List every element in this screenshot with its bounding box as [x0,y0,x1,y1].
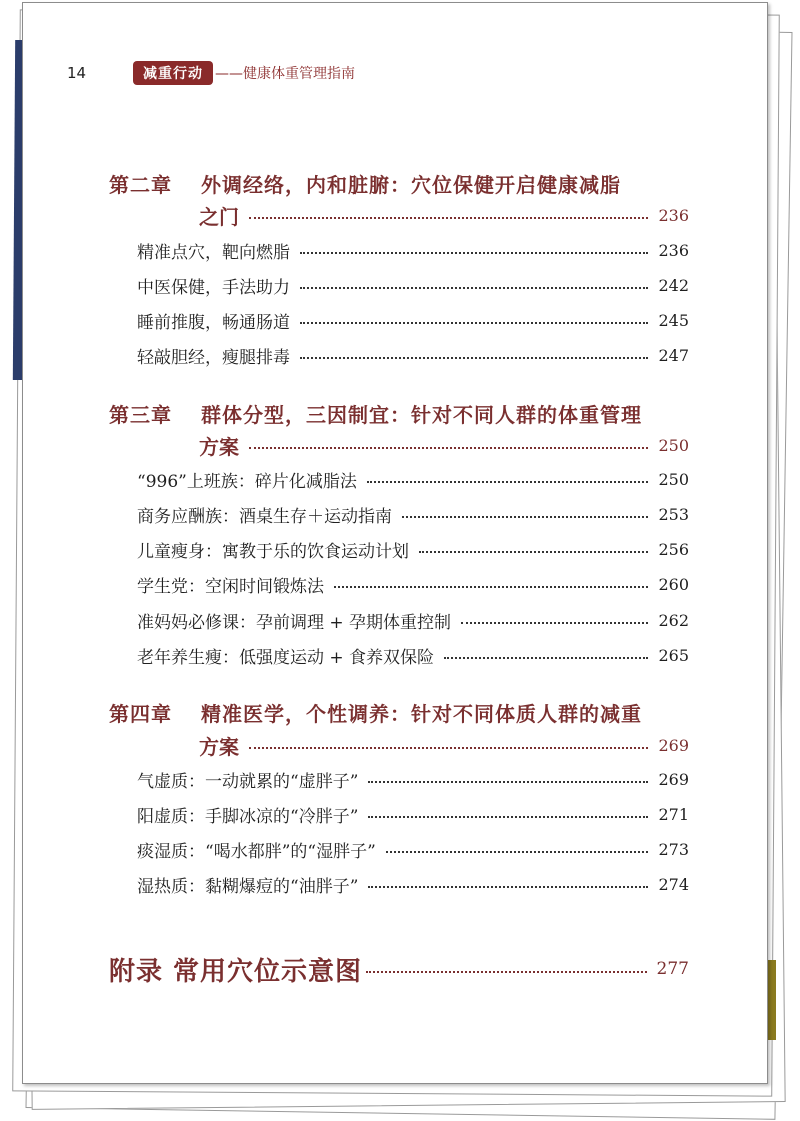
chapter-title[interactable] [109,399,689,428]
toc-entry-page: 242 [658,275,689,295]
chapter-title[interactable] [109,169,689,198]
toc-entry-page: 245 [658,310,689,330]
dot-leader [366,971,646,973]
book-title-badge: 减重行动 [133,61,213,85]
toc-entry-page: 260 [658,574,689,594]
chapter-label: 第三章 [109,403,172,427]
appendix-title: 附录 常用穴位示意图 [109,956,363,987]
toc-entry[interactable] [137,307,689,333]
toc-entry-page: 253 [658,504,689,524]
toc-entry-text: 学生党：空闲时间锻炼法 [137,576,324,597]
chapter-title-text: 之门 [199,204,239,229]
chapter-page: 269 [658,735,689,755]
dot-leader [368,816,648,818]
chapter-label: 第四章 [109,702,172,726]
chapter-title-text: 精准医学，个性调养：针对不同体质人群的减重 [201,702,642,726]
toc-entry[interactable] [137,342,689,368]
chapter-title-continued[interactable] [199,731,689,759]
dot-leader [249,447,648,449]
dot-leader [368,886,648,888]
dot-leader [249,747,648,749]
toc-entry[interactable] [137,801,689,827]
dot-leader [402,516,648,518]
toc-entry[interactable] [137,766,689,792]
dot-leader [461,622,648,624]
toc-entry[interactable] [137,501,689,527]
dot-leader [249,217,648,219]
toc-entry-text: 气虚质：一动就累的“虚胖子” [137,771,359,792]
dot-leader [300,357,648,359]
toc-entry-page: 250 [658,469,689,489]
book-subtitle: ——健康体重管理指南 [215,66,355,82]
toc-entry-text: 睡前推腹，畅通肠道 [137,312,290,333]
toc-entry-text: 中医保健，手法助力 [137,277,290,298]
toc-entry-page: 274 [658,874,689,894]
appendix-entry[interactable] [109,951,689,987]
toc-entry-page: 273 [658,839,689,859]
dot-leader [300,287,648,289]
dot-leader [367,481,649,483]
toc-entry-page: 271 [658,804,689,824]
toc-entry-text: 儿童瘦身：寓教于乐的饮食运动计划 [137,541,409,562]
toc-entry[interactable] [137,642,689,668]
chapter-title-text: 方案 [199,434,239,459]
toc-entry-text: “996”上班族：碎片化减脂法 [137,471,357,492]
chapter-label: 第二章 [109,173,172,197]
dot-leader [444,657,648,659]
toc-entry-page: 265 [658,645,689,665]
toc-entry-text: 湿热质：黏糊爆痘的“油胖子” [137,876,359,897]
toc-entry-page: 247 [658,345,689,365]
toc-entry-text: 准妈妈必修课：孕前调理 + 孕期体重控制 [137,612,452,633]
toc-entry-text: 轻敲胆经，瘦腿排毒 [137,347,290,368]
toc-entry-text: 痰湿质：“喝水都胖”的“湿胖子” [137,841,376,862]
dot-leader [368,781,648,783]
toc-entry[interactable] [137,536,689,562]
toc-entry-page: 236 [658,240,689,260]
dot-leader [334,586,648,588]
toc-entry-page: 256 [658,539,689,559]
dot-leader [300,252,648,254]
chapter-title-continued[interactable] [199,431,689,459]
dot-leader [300,322,648,324]
chapter-title-continued[interactable] [199,201,689,229]
toc-entry[interactable] [137,836,689,862]
chapter-page: 236 [658,205,689,225]
toc-entry-page: 262 [658,610,689,630]
dot-leader [419,551,648,553]
table-of-contents [23,3,767,1083]
book-page [22,2,768,1084]
dot-leader [386,851,649,853]
toc-entry-text: 商务应酬族：酒桌生存＋运动指南 [137,506,392,527]
chapter-title-text: 方案 [199,734,239,759]
toc-entry-text: 阳虚质：手脚冰凉的“冷胖子” [137,806,359,827]
chapter-page: 250 [658,435,689,455]
toc-entry[interactable] [137,466,689,492]
toc-entry-page: 269 [658,769,689,789]
toc-entry[interactable] [137,272,689,298]
page-number: 14 [67,64,87,82]
toc-entry-text: 老年养生瘦：低强度运动 + 食养双保险 [137,647,435,668]
toc-entry[interactable] [137,571,689,597]
toc-entry[interactable] [137,237,689,263]
toc-entry[interactable] [137,607,689,633]
chapter-title[interactable] [109,698,689,727]
toc-entry[interactable] [137,871,689,897]
chapter-title-text: 外调经络，内和脏腑：穴位保健开启健康减脂 [201,173,621,197]
appendix-page: 277 [656,959,689,979]
chapter-title-text: 群体分型，三因制宜：针对不同人群的体重管理 [201,403,642,427]
toc-entry-text: 精准点穴，靶向燃脂 [137,242,290,263]
